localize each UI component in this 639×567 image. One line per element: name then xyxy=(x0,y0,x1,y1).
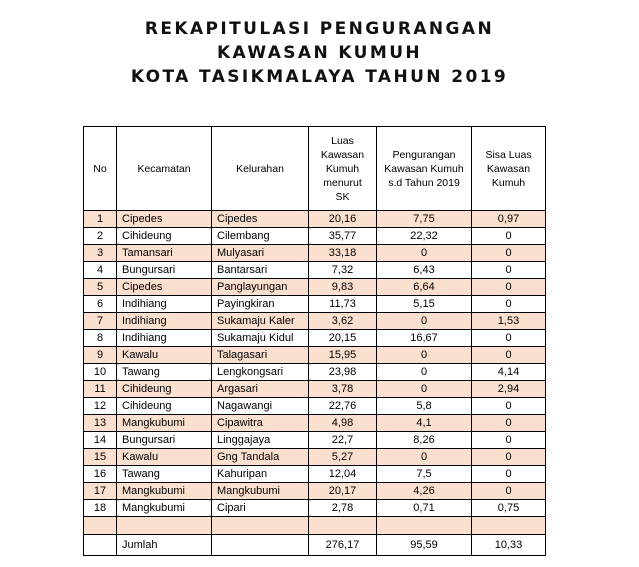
cell-pengurangan: 8,26 xyxy=(377,432,472,449)
cell-sisa: 1,53 xyxy=(472,313,546,330)
cell-kecamatan: Cihideung xyxy=(117,228,212,245)
cell-sisa: 0 xyxy=(472,466,546,483)
cell-pengurangan: 0 xyxy=(377,381,472,398)
cell-pengurangan: 5,8 xyxy=(377,398,472,415)
blank-cell xyxy=(117,517,212,535)
cell-sisa: 4,14 xyxy=(472,364,546,381)
blank-cell xyxy=(84,517,117,535)
cell-kecamatan: Tawang xyxy=(117,364,212,381)
cell-no: 15 xyxy=(84,449,117,466)
cell-kecamatan: Kawalu xyxy=(117,347,212,364)
cell-pengurangan: 0 xyxy=(377,313,472,330)
cell-kecamatan: Bungursari xyxy=(117,262,212,279)
cell-luas: 4,98 xyxy=(309,415,377,432)
table-row xyxy=(84,296,546,313)
cell-kelurahan: Nagawangi xyxy=(212,398,309,415)
cell-pengurangan: 4,1 xyxy=(377,415,472,432)
cell-luas: 35,77 xyxy=(309,228,377,245)
cell-luas: 3,62 xyxy=(309,313,377,330)
cell-sisa: 0 xyxy=(472,262,546,279)
cell-no: 3 xyxy=(84,245,117,262)
cell-pengurangan: 6,64 xyxy=(377,279,472,296)
cell-no: 8 xyxy=(84,330,117,347)
cell-luas: 22,7 xyxy=(309,432,377,449)
header-sisa: Sisa Luas Kawasan Kumuh xyxy=(472,127,546,211)
total-row xyxy=(84,535,546,556)
header-kelurahan: Kelurahan xyxy=(212,127,309,211)
cell-no: 9 xyxy=(84,347,117,364)
cell-no: 14 xyxy=(84,432,117,449)
total-no-cell xyxy=(84,535,117,556)
cell-luas: 2,78 xyxy=(309,500,377,517)
total-label: Jumlah xyxy=(117,535,212,556)
cell-luas: 22,76 xyxy=(309,398,377,415)
cell-kecamatan: Mangkubumi xyxy=(117,500,212,517)
cell-kelurahan: Mulyasari xyxy=(212,245,309,262)
table-row xyxy=(84,211,546,228)
cell-sisa: 0 xyxy=(472,347,546,364)
cell-kecamatan: Cipedes xyxy=(117,211,212,228)
header-luas: Luas Kawasan Kumuh menurut SK xyxy=(309,127,377,211)
total-luas: 276,17 xyxy=(309,535,377,556)
cell-kelurahan: Cipawitra xyxy=(212,415,309,432)
cell-kecamatan: Kawalu xyxy=(117,449,212,466)
cell-luas: 3,78 xyxy=(309,381,377,398)
table-row xyxy=(84,262,546,279)
cell-no: 10 xyxy=(84,364,117,381)
cell-no: 5 xyxy=(84,279,117,296)
cell-pengurangan: 0 xyxy=(377,245,472,262)
cell-kelurahan: Cipedes xyxy=(212,211,309,228)
cell-kecamatan: Bungursari xyxy=(117,432,212,449)
table-row xyxy=(84,449,546,466)
cell-luas: 20,17 xyxy=(309,483,377,500)
cell-sisa: 0,75 xyxy=(472,500,546,517)
cell-kelurahan: Cipari xyxy=(212,500,309,517)
blank-cell xyxy=(377,517,472,535)
cell-sisa: 0 xyxy=(472,296,546,313)
table-row xyxy=(84,245,546,262)
total-sisa: 10,33 xyxy=(472,535,546,556)
cell-pengurangan: 0 xyxy=(377,449,472,466)
cell-no: 13 xyxy=(84,415,117,432)
title-line-1: REKAPITULASI PENGURANGAN xyxy=(144,19,495,39)
cell-kecamatan: Indihiang xyxy=(117,296,212,313)
cell-pengurangan: 5,15 xyxy=(377,296,472,313)
cell-kecamatan: Cihideung xyxy=(117,398,212,415)
cell-no: 1 xyxy=(84,211,117,228)
cell-luas: 15,95 xyxy=(309,347,377,364)
blank-cell xyxy=(472,517,546,535)
cell-kecamatan: Cipedes xyxy=(117,279,212,296)
cell-kelurahan: Panglayungan xyxy=(212,279,309,296)
cell-luas: 11,73 xyxy=(309,296,377,313)
cell-sisa: 2,94 xyxy=(472,381,546,398)
cell-kecamatan: Tawang xyxy=(117,466,212,483)
cell-kelurahan: Lengkongsari xyxy=(212,364,309,381)
cell-kelurahan: Argasari xyxy=(212,381,309,398)
cell-kelurahan: Talagasari xyxy=(212,347,309,364)
table-row xyxy=(84,364,546,381)
table-row xyxy=(84,381,546,398)
cell-kecamatan: Indihiang xyxy=(117,330,212,347)
cell-pengurangan: 6,43 xyxy=(377,262,472,279)
cell-no: 2 xyxy=(84,228,117,245)
cell-sisa: 0 xyxy=(472,483,546,500)
cell-sisa: 0 xyxy=(472,415,546,432)
cell-pengurangan: 7,5 xyxy=(377,466,472,483)
cell-sisa: 0 xyxy=(472,432,546,449)
cell-luas: 33,18 xyxy=(309,245,377,262)
cell-kelurahan: Sukamaju Kaler xyxy=(212,313,309,330)
cell-luas: 12,04 xyxy=(309,466,377,483)
title-line-2: KAWASAN KUMUH xyxy=(216,43,423,63)
table-row xyxy=(84,398,546,415)
cell-sisa: 0,97 xyxy=(472,211,546,228)
blank-row xyxy=(84,517,546,535)
cell-sisa: 0 xyxy=(472,449,546,466)
blank-cell xyxy=(212,517,309,535)
header-pengurangan: Pengurangan Kawasan Kumuh s.d Tahun 2019 xyxy=(377,127,472,211)
total-pengurangan: 95,59 xyxy=(377,535,472,556)
cell-kelurahan: Bantarsari xyxy=(212,262,309,279)
cell-luas: 7,32 xyxy=(309,262,377,279)
cell-kecamatan: Mangkubumi xyxy=(117,415,212,432)
title-line-3: KOTA TASIKMALAYA TAHUN 2019 xyxy=(130,67,509,87)
total-empty-cell xyxy=(212,535,309,556)
cell-kelurahan: Sukamaju Kidul xyxy=(212,330,309,347)
cell-luas: 20,15 xyxy=(309,330,377,347)
cell-luas: 23,98 xyxy=(309,364,377,381)
cell-no: 18 xyxy=(84,500,117,517)
table-row xyxy=(84,432,546,449)
table-row xyxy=(84,228,546,245)
cell-kecamatan: Mangkubumi xyxy=(117,483,212,500)
cell-luas: 20,16 xyxy=(309,211,377,228)
cell-luas: 5,27 xyxy=(309,449,377,466)
cell-no: 11 xyxy=(84,381,117,398)
cell-no: 7 xyxy=(84,313,117,330)
table-row xyxy=(84,415,546,432)
cell-kelurahan: Cilembang xyxy=(212,228,309,245)
cell-no: 6 xyxy=(84,296,117,313)
cell-sisa: 0 xyxy=(472,398,546,415)
cell-no: 17 xyxy=(84,483,117,500)
cell-kecamatan: Tamansari xyxy=(117,245,212,262)
cell-sisa: 0 xyxy=(472,228,546,245)
table-row xyxy=(84,466,546,483)
cell-pengurangan: 22,32 xyxy=(377,228,472,245)
blank-cell xyxy=(309,517,377,535)
recap-table xyxy=(83,126,546,556)
cell-kecamatan: Indihiang xyxy=(117,313,212,330)
cell-no: 4 xyxy=(84,262,117,279)
cell-no: 12 xyxy=(84,398,117,415)
table-row xyxy=(84,347,546,364)
table-row xyxy=(84,313,546,330)
cell-kelurahan: Mangkubumi xyxy=(212,483,309,500)
table-row xyxy=(84,279,546,296)
cell-pengurangan: 4,26 xyxy=(377,483,472,500)
table-row xyxy=(84,330,546,347)
cell-pengurangan: 16,67 xyxy=(377,330,472,347)
header-no: No xyxy=(84,127,117,211)
cell-kelurahan: Kahuripan xyxy=(212,466,309,483)
cell-sisa: 0 xyxy=(472,245,546,262)
cell-no: 16 xyxy=(84,466,117,483)
cell-kelurahan: Linggajaya xyxy=(212,432,309,449)
cell-sisa: 0 xyxy=(472,330,546,347)
cell-pengurangan: 0 xyxy=(377,347,472,364)
cell-pengurangan: 0,71 xyxy=(377,500,472,517)
cell-kelurahan: Payingkiran xyxy=(212,296,309,313)
cell-luas: 9,83 xyxy=(309,279,377,296)
cell-kelurahan: Gng Tandala xyxy=(212,449,309,466)
cell-pengurangan: 7,75 xyxy=(377,211,472,228)
cell-sisa: 0 xyxy=(472,279,546,296)
table-row xyxy=(84,500,546,517)
cell-pengurangan: 0 xyxy=(377,364,472,381)
table-row xyxy=(84,483,546,500)
header-kecamatan: Kecamatan xyxy=(117,127,212,211)
cell-kecamatan: Cihideung xyxy=(117,381,212,398)
header-row xyxy=(84,127,546,211)
